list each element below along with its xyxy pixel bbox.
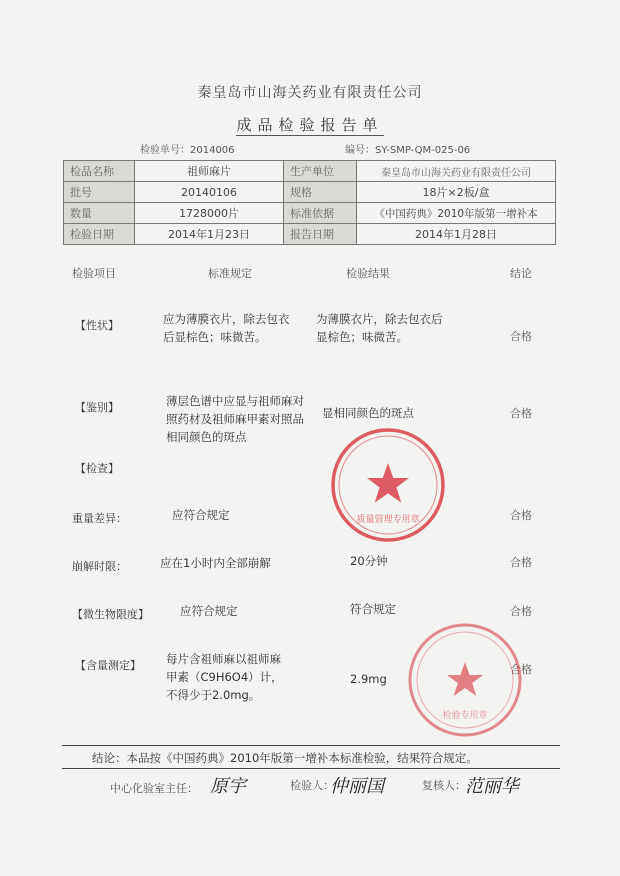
maker-label: 生产单位 — [284, 161, 357, 182]
standard-value: 《中国药典》2010年版第一增补本 — [357, 203, 556, 224]
product-label: 检品名称 — [64, 161, 135, 182]
item-standard: 薄层色谱中应显与祖师麻对照药材及祖师麻甲素对照品相同颜色的斑点 — [166, 394, 304, 444]
item-name: 【含量测定】 — [75, 659, 141, 672]
date-label: 检验日期 — [64, 224, 135, 245]
reviewer-label: 复核人： — [422, 779, 466, 792]
item-result: 为薄膜衣片，除去包衣后显棕色；味微苦。 — [316, 312, 443, 344]
item-name: 崩解时限： — [72, 560, 127, 573]
item-name: 【性状】 — [75, 319, 119, 332]
report-title-text: 成品检验报告单 — [236, 116, 384, 134]
item-name: 【鉴别】 — [75, 401, 119, 414]
spec-label: 规格 — [284, 182, 357, 203]
report-date-value: 2014年1月28日 — [357, 224, 556, 245]
item-name: 重量差异： — [72, 512, 127, 525]
maker-value: 秦皇岛市山海关药业有限责任公司 — [357, 161, 556, 182]
item-result: 20分钟 — [350, 554, 388, 568]
info-table — [63, 160, 556, 245]
date-value: 2014年1月23日 — [135, 224, 284, 245]
lab-head-signature: 原宇 — [210, 776, 246, 797]
item-conclusion: 合格 — [510, 330, 532, 343]
col-item: 检验项目 — [72, 267, 116, 280]
spec-value: 18片×2板/盒 — [357, 182, 556, 203]
doc-no-value: SY-SMP-QM-025-06 — [375, 145, 471, 156]
conclusion-text: 本品按《中国药典》2010年版第一增补本标准检验，结果符合规定。 — [126, 751, 478, 765]
batch-label: 批号 — [64, 182, 135, 203]
inspection-seal-stamp — [405, 620, 525, 740]
inspection-no-label: 检验单号： — [140, 145, 190, 156]
col-conclusion: 结论 — [510, 267, 532, 280]
report-date-label: 报告日期 — [284, 224, 357, 245]
item-standard: 应符合规定 — [172, 508, 230, 522]
batch-value: 20140106 — [135, 182, 284, 203]
product-value: 祖师麻片 — [135, 161, 284, 182]
item-conclusion: 合格 — [510, 605, 532, 618]
item-conclusion: 合格 — [510, 509, 532, 522]
item-conclusion: 合格 — [510, 407, 532, 420]
item-conclusion: 合格 — [510, 663, 532, 676]
item-standard: 应符合规定 — [180, 604, 238, 618]
inspection-no-value: 2014006 — [190, 145, 235, 156]
doc-no — [345, 141, 470, 156]
lab-head-label: 中心化验室主任： — [110, 782, 198, 795]
reviewer-signature: 范丽华 — [465, 776, 519, 797]
svg-text:质量管理专用章: 质量管理专用章 — [356, 515, 420, 525]
item-standard: 应为薄膜衣片，除去包衣后显棕色；味微苦。 — [163, 312, 290, 344]
col-result: 检验结果 — [346, 267, 390, 280]
footer-divider — [62, 768, 560, 769]
item-standard: 应在1小时内全部崩解 — [160, 556, 271, 570]
item-result: 2.9mg — [350, 672, 387, 686]
standard-label: 标准依据 — [284, 203, 357, 224]
svg-text:检验专用章: 检验专用章 — [442, 711, 488, 721]
item-result: 符合规定 — [350, 602, 396, 616]
conclusion-label: 结论： — [92, 751, 127, 765]
footer-divider — [62, 745, 560, 746]
item-name: 【检查】 — [75, 462, 119, 475]
inspector-label: 检验人： — [290, 779, 334, 792]
conclusion — [92, 749, 478, 767]
col-standard: 标准规定 — [208, 267, 252, 280]
item-standard: 每片含祖师麻以祖师麻甲素（C9H6O4）计，不得少于2.0mg。 — [166, 652, 283, 702]
item-result: 显相同颜色的斑点 — [322, 406, 414, 420]
item-conclusion: 合格 — [510, 556, 532, 569]
company-name: 秦皇岛市山海关药业有限责任公司 — [197, 85, 423, 101]
inspector-signature: 仲丽国 — [330, 776, 384, 797]
qty-value: 1728000片 — [135, 203, 284, 224]
qty-label: 数量 — [64, 203, 135, 224]
company-seal-stamp — [328, 425, 448, 545]
item-name: 【微生物限度】 — [72, 608, 149, 621]
inspection-no — [140, 141, 235, 156]
report-title — [0, 114, 620, 135]
doc-no-label: 编号： — [345, 145, 375, 156]
